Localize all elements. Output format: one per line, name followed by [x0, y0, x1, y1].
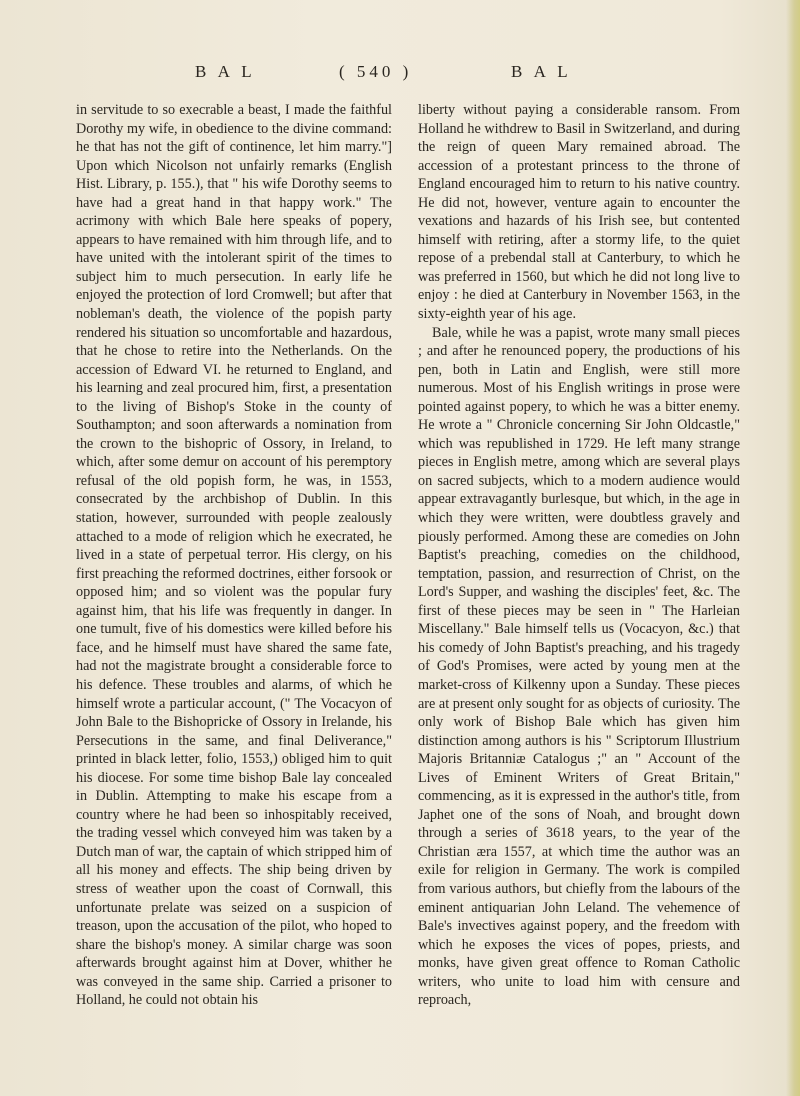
- right-paragraph-2: Bale, while he was a papist, wrote many small pieces ; and after he renounced popery, the productions of his pen, both in Latin and English, were still more numerous. Most of his English writings in prose were pointed against popery, to which he was a bitter enemy. He wrote a " Chronicle concerning Sir John Oldcastle," which was republished in 1729. He left many strange pieces in English metre, among which are several plays on sacred subjects, which to a modern audience would appear extravagantly burlesque, but which, in the age in which they were written, were doubtless gravely and piously performed. Among these are comedies on John Baptist's preaching, comedies on the childhood, temptation, passion, and resurrection of Christ, on the Lord's Supper, and washing the disciples' feet, &c. The first of these pieces may be seen in " The Harleian Miscellany." Bale himself tells us (Vocacyon, &c.) that his comedy of John Baptist's preaching, and his tragedy of God's Promises, were acted by young men at the market-cross of Kilkenny upon a Sunday. These pieces are at present only sought for as objects of curiosity. The only work of Bishop Bale which has given him distinction among authors is his " Scriptorum Illustrium Majoris Britanniæ Catalogus ;" an " Account of the Lives of Eminent Writers of Great Britain," commencing, as it is expressed in the author's title, from Japhet one of the sons of Noah, and brought down through a series of 3618 years, to the year of the Christian æra 1557, at which time the author was an exile for religion in Germany. The work is compiled from various authors, but chiefly from the labours of the eminent antiquarian John Leland. The vehemence of Bale's invectives against popery, and the freedom with which he exposes the vices of popes, priests, and monks, have given great offence to Roman Catholic writers, who unite to load him with censure and reproach,: [418, 324, 740, 1009]
- header-right-word: B A L: [511, 62, 572, 81]
- right-paragraph-1: liberty without paying a considerable ransom. From Holland he withdrew to Basil in Switzerland, and during the reign of queen Mary remained abroad. The accession of a protestant princess to the throne of England encouraged him to return to his native country. He did not, however, venture again to encounter the vexations and hazards of his Irish see, but contented himself with retiring, after a stormy life, to the quiet repose of a prebendal stall at Canterbury, to which he was preferred in 1560, but which he did not long live to enjoy : he died at Canterbury in November 1563, in the sixty-eighth year of his age.: [418, 102, 740, 323]
- header-left-word: B A L: [195, 62, 256, 81]
- running-header: [0, 62, 800, 84]
- left-paragraph-1: in servitude to so execrable a beast, I made the faithful Dorothy my wife, in obedience to the divine command: he that has not the gift of continence, let him marry."] Upon which Nicolson not unfairly remarks (English Hist. Library, p. 155.), that " his wife Dorothy seems to have had a great hand in that happy work." The acrimony with which Bale here speaks of popery, appears to have remained with him through life, and to have united with the intolerant spirit of the times to subject him to much persecution. In early life he enjoyed the protection of lord Cromwell; but after that nobleman's death, the violence of the popish party rendered his situation so uncomfortable and hazardous, that he chose to retire into the Netherlands. On the accession of Edward VI. he returned to England, and his learning and zeal procured him, first, a presentation to the living of Bishop's Stoke in the county of Southampton; and soon afterwards a nomination from the crown to the bishopric of Ossory, in Ireland, to which, after some demur on account of his peremptory refusal of the old popish form, he was, in 1553, consecrated by the archbishop of Dublin. In this station, however, surrounded with people zealously attached to a mode of religion which he execrated, he lived in a state of perpetual terror. His clergy, on his first preaching the reformed doctrines, either forsook or opposed him; and so violent was the popular fury against him, that his life was frequently in danger. In one tumult, five of his domestics were killed before his face, and he himself must have shared the same fate, had not the magistrate brought a considerable force to his defence. These troubles and alarms, of which he himself wrote a particular account, (" The Vocacyon of John Bale to the Bishopricke of Ossory in Irelande, his Persecutions in the same, and final Deliverance," printed in black letter, folio, 1553,) obliged him to quit his diocese. For some time bishop Bale lay concealed in Dublin. Attempting to make his escape from a country where he had been so inhospitably received, the trading vessel which conveyed him was taken by a Dutch man of war, the captain of which stripped him of all his money and effects. The ship being driven by stress of weather upon the coast of Cornwall, this unfortunate prelate was seized on a suspicion of treason, upon the accusation of the pilot, who hoped to share the bishop's money. A similar charge was soon afterwards brought against him at Dover, whither he was conveyed in the same ship. Carried a prisoner to Holland, he could not obtain his: [76, 102, 392, 1009]
- left-column: [76, 101, 392, 1010]
- right-column: [418, 101, 740, 1010]
- page-number: ( 540 ): [339, 62, 413, 81]
- page-edge: [786, 0, 800, 1096]
